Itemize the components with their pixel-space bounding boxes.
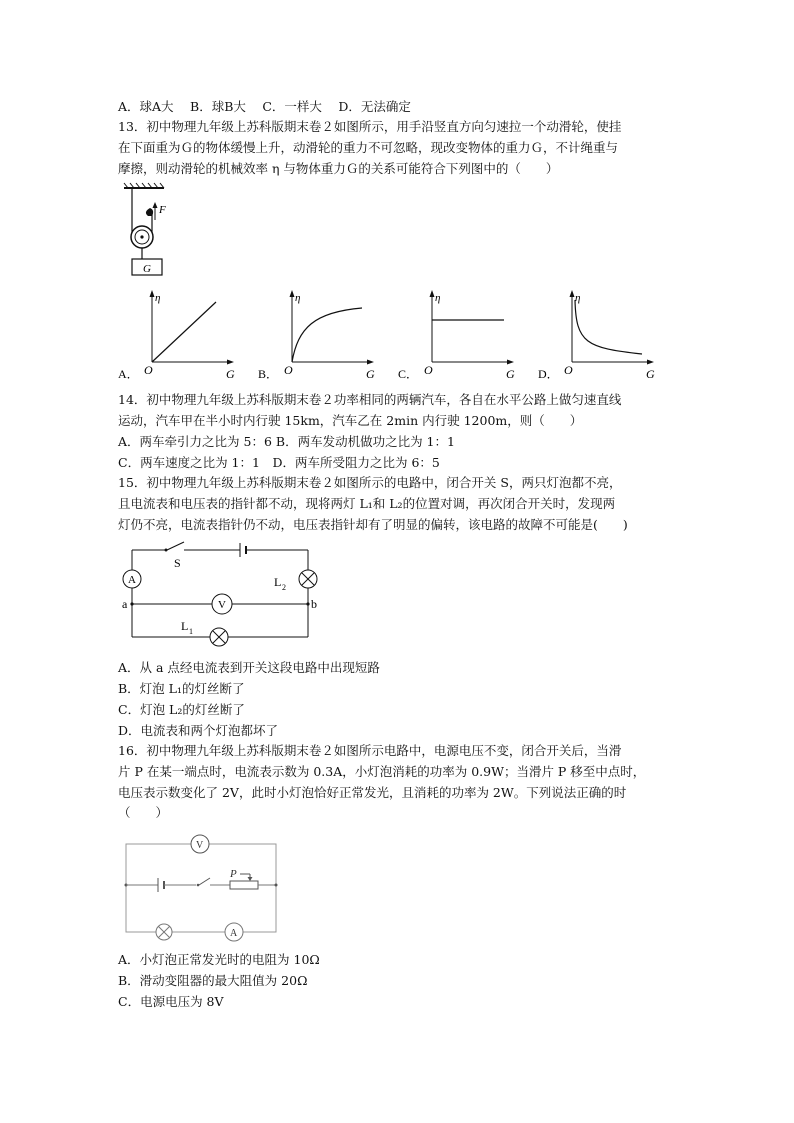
x-axis-label: G bbox=[646, 367, 655, 381]
weight-label: G bbox=[143, 263, 151, 275]
x-axis-label: G bbox=[506, 367, 515, 381]
q16-text-line: 16．初中物理九年级上苏科版期末卷２如图所示电路中，电源电压不变，闭合开关后，当滑 bbox=[118, 743, 622, 758]
q14-text-line: 运动，汽车甲在半小时内行驶 15km，汽车乙在 2min 内行驶 1200m，则（ ） bbox=[118, 413, 583, 428]
q15-option-a: A．从 a 点经电流表到开关这段电路中出现短路 bbox=[118, 660, 380, 675]
switch bbox=[199, 878, 210, 885]
switch-label: S bbox=[174, 556, 181, 570]
origin-label: O bbox=[284, 363, 293, 377]
q12-options: A．球A大 B．球B大 C．一样大 D．无法确定 bbox=[118, 99, 411, 114]
origin-label: O bbox=[424, 363, 433, 377]
q16-option-a: A．小灯泡正常发光时的电阻为 10Ω bbox=[118, 952, 320, 967]
q15-option-c: C．灯泡 L₂的灯丝断了 bbox=[118, 702, 245, 717]
q16-text-line: 片 P 在某一端点时，电流表示数为 0.3A，小灯泡消耗的功率为 0.9W；当滑片 P 移至中点时， bbox=[118, 764, 646, 779]
x-axis-label: G bbox=[226, 367, 235, 381]
lamp-l1-subscript: 1 bbox=[189, 627, 193, 636]
graph-option-c bbox=[398, 288, 520, 384]
voltmeter-label: V bbox=[196, 840, 204, 851]
y-axis-label: η bbox=[435, 292, 441, 304]
pulley-figure bbox=[118, 182, 188, 282]
rheostat bbox=[230, 881, 258, 889]
ammeter-label: A bbox=[230, 928, 238, 939]
q16-option-b: B．滑动变阻器的最大阻值为 20Ω bbox=[118, 973, 308, 988]
q13-text-line: 在下面重为Ｇ的物体缓慢上升，动滑轮的重力不可忽略，现改变物体的重力Ｇ，不计绳重与 bbox=[118, 140, 619, 155]
y-axis-label: η bbox=[295, 292, 301, 304]
q15-text-line: 15．初中物理九年级上苏科版期末卷２如图所示的电路中，闭合开关 S，两只灯泡都不亮， bbox=[118, 475, 622, 490]
q15-text-line: 灯仍不亮，电流表指针仍不动，电压表指针却有了明显的偏转，该电路的故障不可能是( ) bbox=[118, 517, 628, 532]
q14-text-line: 14．初中物理九年级上苏科版期末卷２功率相同的两辆汽车，各自在水平公路上做匀速直线 bbox=[118, 392, 622, 407]
ammeter-label: A bbox=[128, 574, 136, 586]
y-axis-label: η bbox=[155, 292, 161, 304]
graph-option-label: D． bbox=[538, 367, 559, 381]
circuit-diagram-q15 bbox=[118, 540, 328, 650]
slider-label: P bbox=[230, 868, 237, 880]
q15-option-d: D．电流表和两个灯泡都坏了 bbox=[118, 723, 279, 738]
q16-text-line: 电压表示数变化了 2V，此时小灯泡恰好正常发光，且消耗的功率为 2W。下列说法正确的时 bbox=[118, 785, 627, 800]
node-b-label: b bbox=[311, 597, 317, 611]
origin-label: O bbox=[144, 363, 153, 377]
q13-text-line: 摩擦，则动滑轮的机械效率 η 与物体重力Ｇ的关系可能符合下列图中的（ ） bbox=[118, 161, 559, 176]
lamp-l1-label: L bbox=[181, 619, 189, 633]
q14-option-line: C．两车速度之比为 1：1 D．两车所受阻力之比为 6：5 bbox=[118, 455, 440, 470]
efficiency-curve bbox=[152, 302, 216, 362]
force-label: F bbox=[159, 204, 166, 216]
graph-option-label: A． bbox=[118, 367, 139, 381]
lamp-l2-subscript: 2 bbox=[282, 583, 286, 592]
origin-label: O bbox=[564, 363, 573, 377]
q13-text-line: 13．初中物理九年级上苏科版期末卷２如图所示，用手沿竖直方向匀速拉一个动滑轮，使挂 bbox=[118, 119, 622, 134]
graph-option-label: C． bbox=[398, 367, 419, 381]
q15-text-line: 且电流表和电压表的指针都不动，现将两灯 L₁和 L₂的位置对调，再次闭合开关时，发现两 bbox=[118, 496, 616, 511]
graph-option-label: B． bbox=[258, 367, 279, 381]
graph-option-a bbox=[118, 288, 240, 384]
circuit-diagram-q16 bbox=[118, 832, 288, 944]
lamp-l2-label: L bbox=[274, 575, 282, 589]
q14-option-line: A．两车牵引力之比为 5：6 B．两车发动机做功之比为 1：1 bbox=[118, 434, 455, 449]
q16-text-line: （ ） bbox=[118, 805, 169, 820]
graph-option-b bbox=[258, 288, 380, 384]
q16-option-c: C．电源电压为 8V bbox=[118, 994, 224, 1009]
voltmeter-label: V bbox=[218, 599, 226, 611]
graph-option-d bbox=[538, 288, 660, 384]
y-axis-label: η bbox=[575, 292, 581, 304]
switch bbox=[167, 542, 184, 550]
efficiency-curve bbox=[575, 300, 642, 354]
efficiency-curve bbox=[292, 308, 362, 362]
q15-option-b: B．灯泡 L₁的灯丝断了 bbox=[118, 681, 245, 696]
x-axis-label: G bbox=[366, 367, 375, 381]
node-a-label: a bbox=[122, 597, 128, 611]
